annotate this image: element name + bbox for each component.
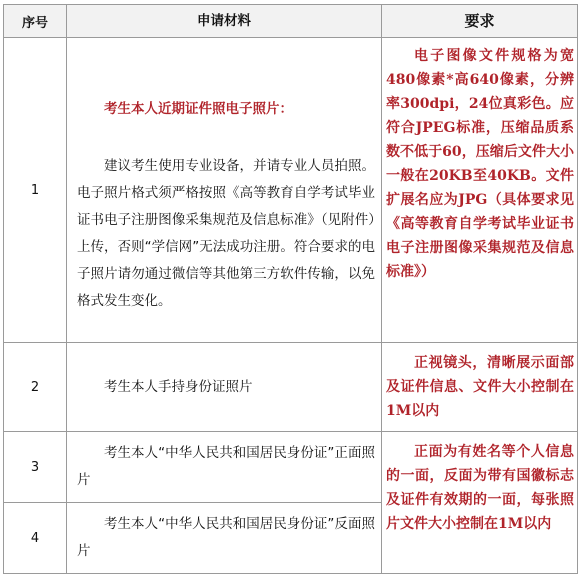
row-number: 3	[4, 432, 67, 503]
requirement-cell	[382, 38, 578, 343]
row-number: 2	[4, 343, 67, 432]
requirement-cell	[382, 432, 578, 574]
header-no: 序号	[4, 5, 67, 38]
material-description: 建议考生使用专业设备，并请专业人员拍照。电子照片格式须严格按照《高等教育自学考试毕业证书电子注册图像采集规范及信息标准》（见附件）上传，否则“学信网”无法成功注册。符合要求的电子照片请勿通过微信等其他第三方软件传输，以免格式发生变化。	[77, 157, 375, 309]
material-cell	[67, 343, 382, 432]
material-cell	[67, 38, 382, 343]
material-cell	[67, 432, 382, 503]
row-number: 4	[4, 503, 67, 574]
table-row	[4, 343, 578, 432]
header-requirement: 要求	[382, 5, 578, 38]
row-number: 1	[4, 38, 67, 343]
requirement-text: 电子图像文件规格为宽480像素*高640像素，分辨率300dpi，24位真彩色。应符合JPEG标准，压缩品质系数不低于60，压缩后文件大小一般在20KB至40KB。文件扩展名应为JPG（具体要求见《高等教育自学考试毕业证书电子注册图像采集规范及信息标准》）	[386, 48, 574, 280]
header-material: 申请材料	[67, 5, 382, 38]
requirement-text: 正面为有姓名等个人信息的一面，反面为带有国徽标志及证件有效期的一面，每张照片文件大小控制在1M以内	[386, 444, 574, 532]
application-materials-table	[3, 4, 578, 574]
material-title: 考生本人近期证件照电子照片：	[104, 100, 293, 117]
material-cell	[67, 503, 382, 574]
table-header-row	[4, 5, 578, 38]
table-row	[4, 432, 578, 503]
material-text: 考生本人“中华人民共和国居民身份证”反面照片	[77, 516, 375, 559]
material-text: 考生本人“中华人民共和国居民身份证”正面照片	[77, 445, 375, 488]
table-row	[4, 38, 578, 343]
requirement-text: 正视镜头，清晰展示面部及证件信息、文件大小控制在1M以内	[386, 355, 574, 419]
material-text: 考生本人手持身份证照片	[104, 378, 253, 395]
requirement-cell	[382, 343, 578, 432]
